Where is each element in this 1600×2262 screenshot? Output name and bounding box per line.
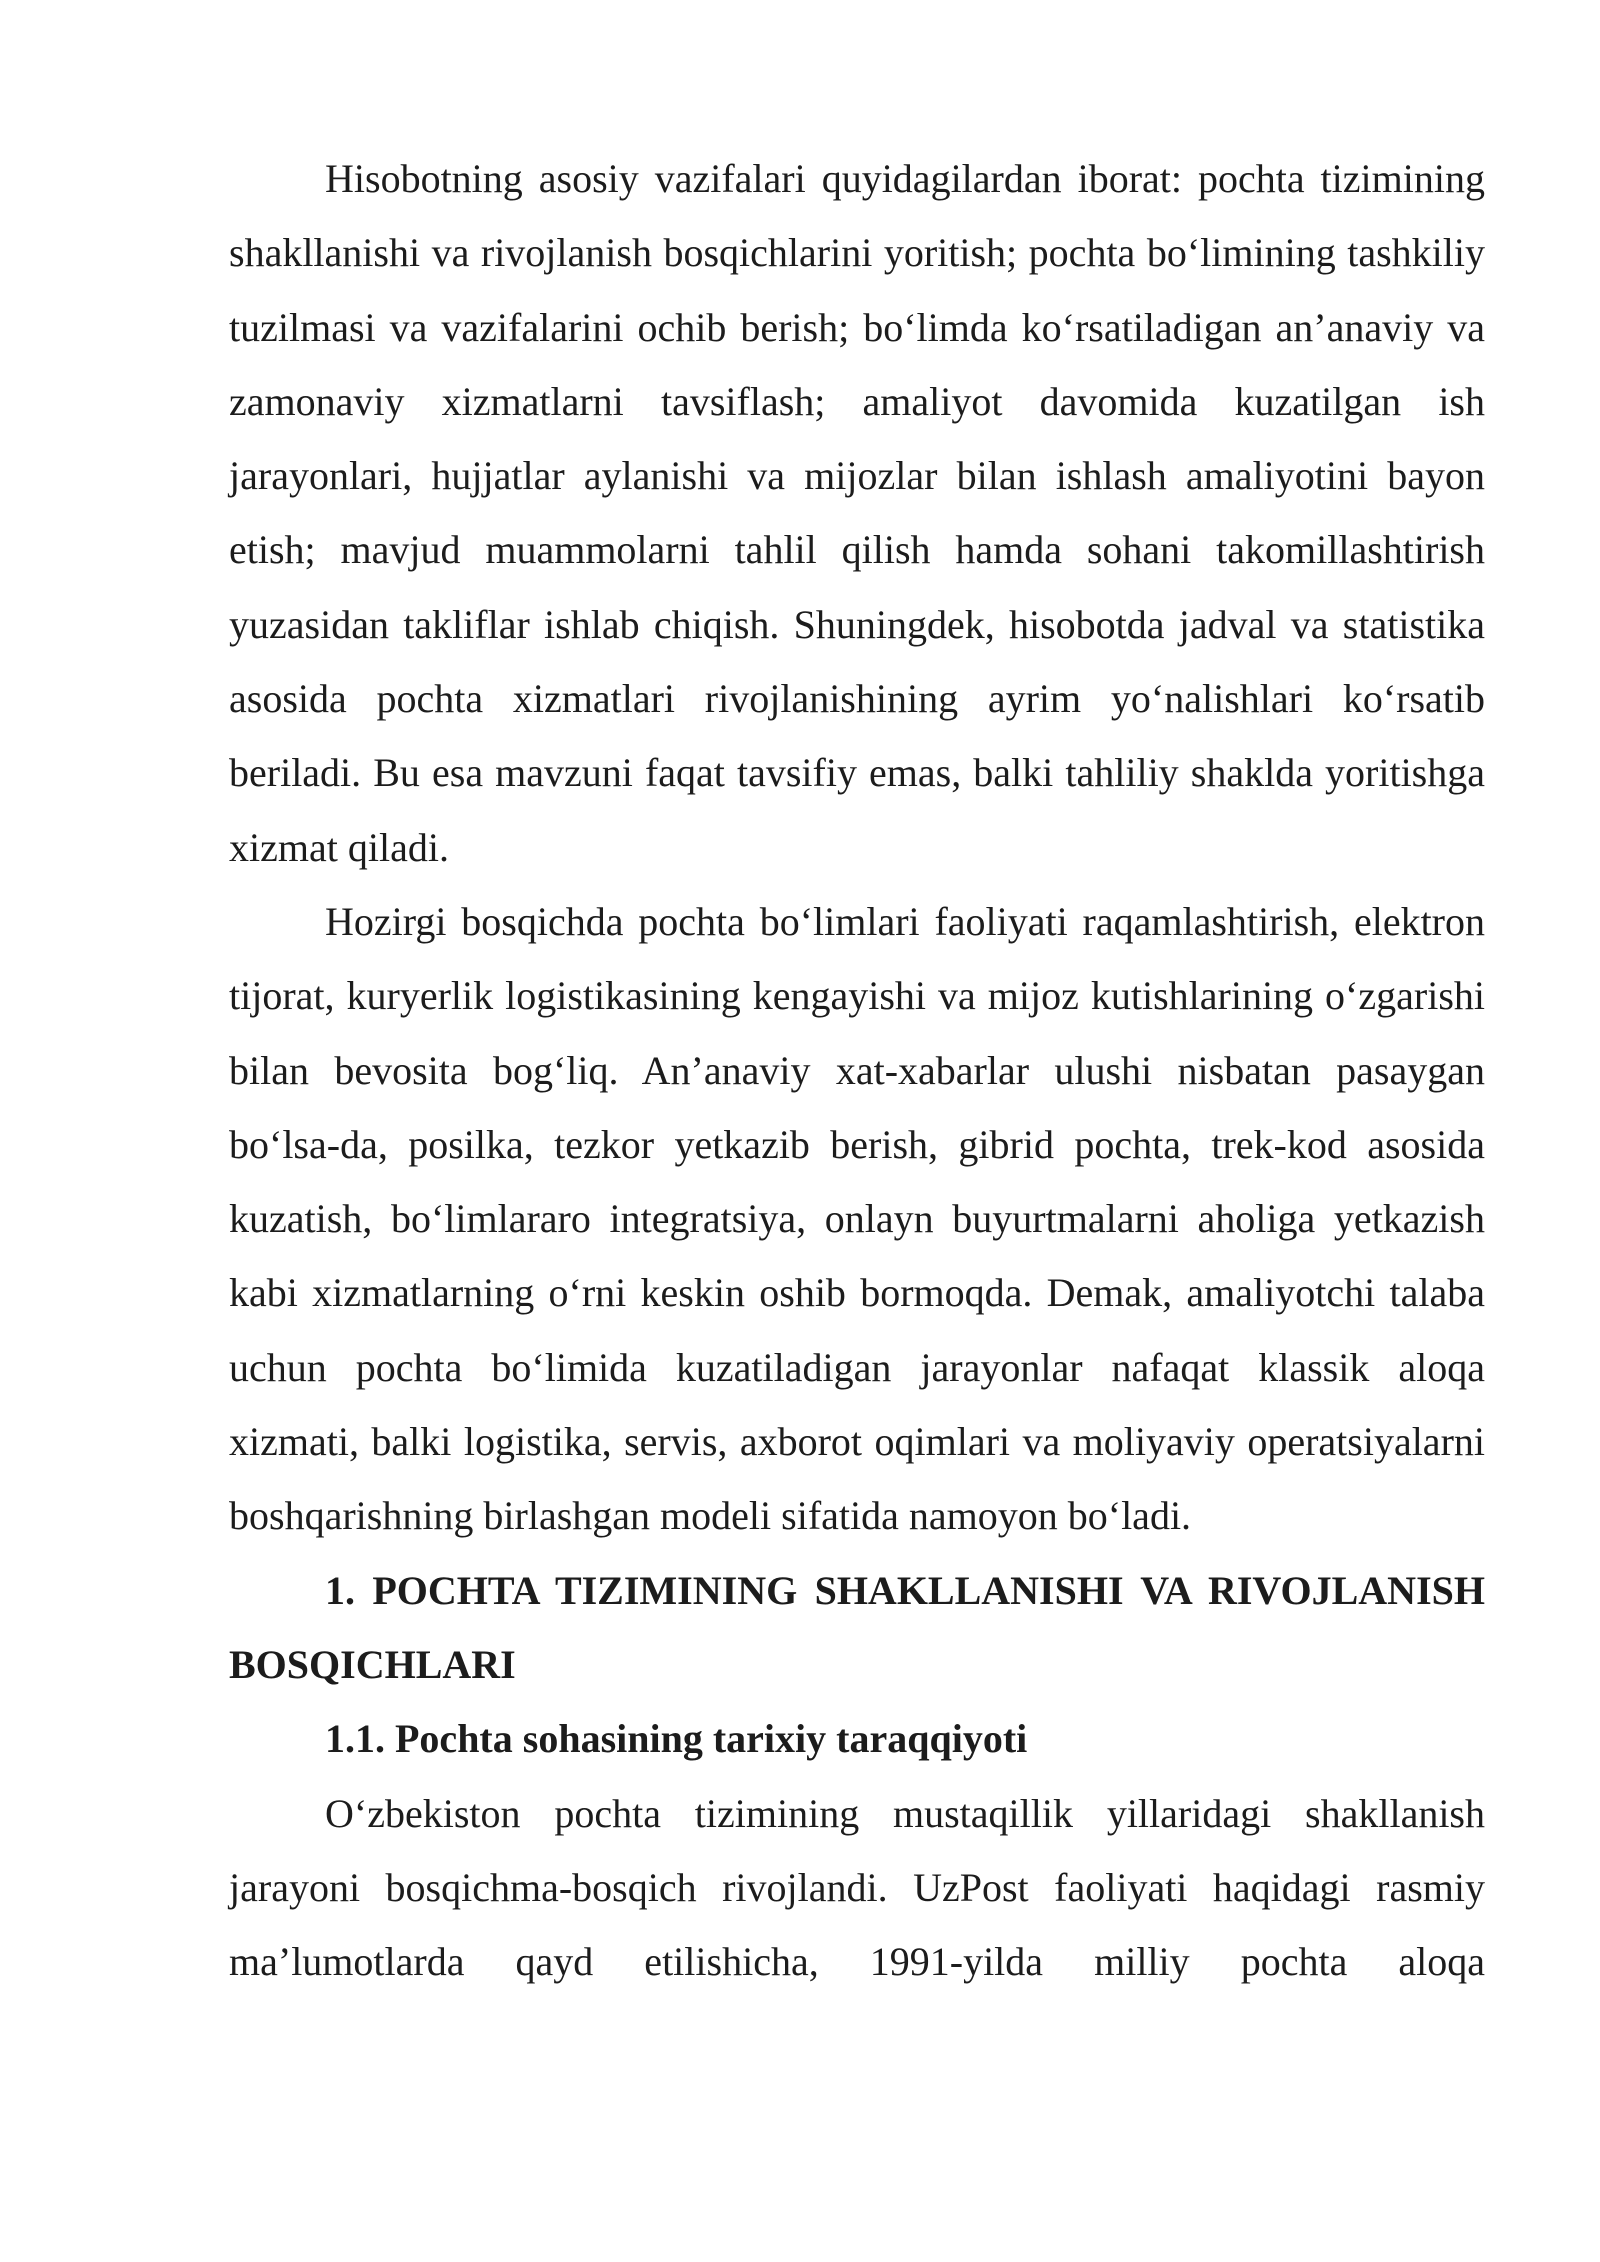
paragraph-history: O‘zbekiston pochta tizimining mustaqillik yillaridagi shakllanish jarayoni bosqichma-bosqich rivojlandi. UzPost faoliyati haqidagi rasmiy ma’lumotlarda qayd etilishicha, 1991-yilda milliy pochta aloqa — [229, 1790, 1485, 1985]
section-heading: 1. POCHTA TIZIMINING SHAKLLANISHI VA RIVOJLANISH BOSQICHLARI — [229, 1567, 1485, 1687]
paragraph-current-stage: Hozirgi bosqichda pochta bo‘limlari faoliyati raqamlashtirish, elektron tijorat, kuryerlik logistikasining kengayishi va mijoz kutishlarining o‘zgarishi bilan bevosita bog‘liq. An’anaviy xat-xabarlar ulushi nisbatan pasaygan bo‘lsa-da, posilka, tezkor yetkazib berish, gibrid pochta, trek-kod asosida kuzatish, bo‘limlararo integratsiya, onlayn buyurtmalarni aholiga yetkazish kabi xizmatlarning o‘rni keskin oshib bormoqda. Demak, amaliyotchi talaba uchun pochta bo‘limida kuzatiladigan jarayonlar nafaqat klassik aloqa xizmati, balki logistika, servis, axborot oqimlari va moliyaviy operatsiyalarni boshqarishning birlashgan modeli sifatida namoyon bo‘ladi. — [229, 898, 1485, 1539]
paragraph-tasks: Hisobotning asosiy vazifalari quyidagilardan iborat: pochta tizimining shakllanishi va rivojlanish bosqichlarini yoritish; pochta bo‘limining tashkiliy tuzilmasi va vazifalarini ochib berish; bo‘limda ko‘rsatiladigan an’anaviy va zamonaviy xizmatlarni tavsiflash; amaliyot davomida kuzatilgan ish jarayonlari, hujjatlar aylanishi va mijozlar bilan ishlash amaliyotini bayon etish; mavjud muammolarni tahlil qilish hamda sohani takomillashtirish yuzasidan takliflar ishlab chiqish. Shuningdek, hisobotda jadval va statistika asosida pochta xizmatlari rivojlanishining ayrim yo‘nalishlari ko‘rsatib beriladi. Bu esa mavzuni faqat tavsifiy emas, balki tahliliy shaklda yoritishga xizmat qiladi. — [229, 156, 1485, 870]
subsection-heading: 1.1. Pochta sohasining tarixiy taraqqiyoti — [325, 1716, 1028, 1762]
document-body — [229, 142, 1485, 1999]
